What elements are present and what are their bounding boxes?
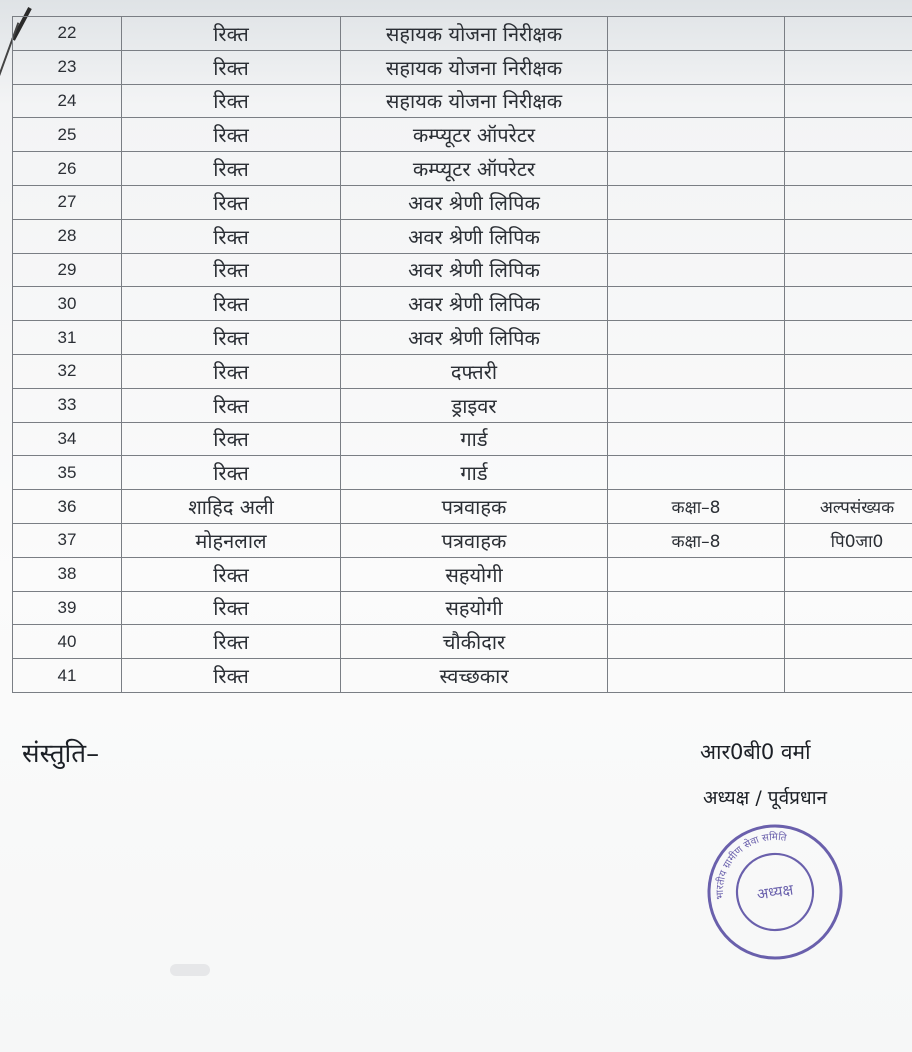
employee-name-cell: रिक्त <box>122 118 341 152</box>
official-seal-stamp <box>700 815 850 970</box>
post-title-cell: दफ्तरी <box>341 354 608 388</box>
serial-number-cell: 38 <box>13 557 122 591</box>
serial-number-cell: 22 <box>13 17 122 51</box>
employee-name-cell: रिक्त <box>122 354 341 388</box>
employee-name-cell: रिक्त <box>122 456 341 490</box>
table-row <box>13 118 912 152</box>
employee-name-cell: रिक्त <box>122 659 341 693</box>
category-cell <box>785 557 912 591</box>
table-row <box>13 388 912 422</box>
serial-number-cell: 25 <box>13 118 122 152</box>
category-cell: अल्पसंख्यक <box>785 490 912 524</box>
serial-number-cell: 29 <box>13 253 122 287</box>
employee-name-cell: मोहनलाल <box>122 523 341 557</box>
post-title-cell: पत्रवाहक <box>341 523 608 557</box>
category-cell <box>785 625 912 659</box>
qualification-cell <box>608 422 785 456</box>
table-row <box>13 321 912 355</box>
employee-name-cell: रिक्त <box>122 287 341 321</box>
category-cell <box>785 152 912 186</box>
post-title-cell: सहायक योजना निरीक्षक <box>341 17 608 51</box>
table-row <box>13 354 912 388</box>
category-cell <box>785 118 912 152</box>
employee-name-cell: रिक्त <box>122 625 341 659</box>
table-row <box>13 456 912 490</box>
category-cell <box>785 659 912 693</box>
qualification-cell <box>608 354 785 388</box>
post-title-cell: गार्ड <box>341 456 608 490</box>
signatory-name: आर0बी0 वर्मा <box>700 740 811 764</box>
table-row <box>13 219 912 253</box>
table-row <box>13 523 912 557</box>
category-cell <box>785 50 912 84</box>
qualification-cell <box>608 219 785 253</box>
recommendation-label: संस्तुति– <box>22 739 100 769</box>
serial-number-cell: 34 <box>13 422 122 456</box>
category-cell <box>785 185 912 219</box>
employee-name-cell: रिक्त <box>122 84 341 118</box>
employee-name-cell: शाहिद अली <box>122 490 341 524</box>
post-title-cell: अवर श्रेणी लिपिक <box>341 219 608 253</box>
category-cell <box>785 84 912 118</box>
serial-number-cell: 33 <box>13 388 122 422</box>
table-row <box>13 625 912 659</box>
qualification-cell <box>608 17 785 51</box>
staff-roster-table <box>12 16 912 693</box>
signatory-title: अध्यक्ष / पूर्वप्रधान <box>703 787 828 809</box>
roster-table-body <box>13 17 912 693</box>
employee-name-cell: रिक्त <box>122 557 341 591</box>
employee-name-cell: रिक्त <box>122 219 341 253</box>
category-cell <box>785 321 912 355</box>
qualification-cell: कक्षा–8 <box>608 490 785 524</box>
employee-name-cell: रिक्त <box>122 50 341 84</box>
post-title-cell: सहायक योजना निरीक्षक <box>341 84 608 118</box>
table-row <box>13 84 912 118</box>
post-title-cell: सहयोगी <box>341 591 608 625</box>
serial-number-cell: 26 <box>13 152 122 186</box>
employee-name-cell: रिक्त <box>122 253 341 287</box>
serial-number-cell: 39 <box>13 591 122 625</box>
employee-name-cell: रिक्त <box>122 422 341 456</box>
serial-number-cell: 37 <box>13 523 122 557</box>
category-cell <box>785 591 912 625</box>
category-cell <box>785 422 912 456</box>
table-row <box>13 287 912 321</box>
post-title-cell: कम्प्यूटर ऑपरेटर <box>341 118 608 152</box>
table-row <box>13 557 912 591</box>
employee-name-cell: रिक्त <box>122 152 341 186</box>
employee-name-cell: रिक्त <box>122 388 341 422</box>
qualification-cell <box>608 152 785 186</box>
qualification-cell <box>608 321 785 355</box>
table-row <box>13 253 912 287</box>
category-cell <box>785 219 912 253</box>
qualification-cell: कक्षा–8 <box>608 523 785 557</box>
serial-number-cell: 30 <box>13 287 122 321</box>
employee-name-cell: रिक्त <box>122 185 341 219</box>
serial-number-cell: 32 <box>13 354 122 388</box>
category-cell <box>785 17 912 51</box>
serial-number-cell: 28 <box>13 219 122 253</box>
post-title-cell: कम्प्यूटर ऑपरेटर <box>341 152 608 186</box>
category-cell <box>785 253 912 287</box>
qualification-cell <box>608 287 785 321</box>
qualification-cell <box>608 50 785 84</box>
qualification-cell <box>608 84 785 118</box>
post-title-cell: स्वच्छकार <box>341 659 608 693</box>
qualification-cell <box>608 185 785 219</box>
post-title-cell: ड्राइवर <box>341 388 608 422</box>
table-row <box>13 422 912 456</box>
post-title-cell: अवर श्रेणी लिपिक <box>341 185 608 219</box>
post-title-cell: सहायक योजना निरीक्षक <box>341 50 608 84</box>
category-cell <box>785 354 912 388</box>
seal-center-text: अध्यक्ष <box>755 880 795 904</box>
qualification-cell <box>608 253 785 287</box>
employee-name-cell: रिक्त <box>122 17 341 51</box>
qualification-cell <box>608 625 785 659</box>
employee-name-cell: रिक्त <box>122 321 341 355</box>
post-title-cell: पत्रवाहक <box>341 490 608 524</box>
serial-number-cell: 35 <box>13 456 122 490</box>
category-cell <box>785 287 912 321</box>
post-title-cell: अवर श्रेणी लिपिक <box>341 287 608 321</box>
table-row <box>13 490 912 524</box>
post-title-cell: चौकीदार <box>341 625 608 659</box>
serial-number-cell: 36 <box>13 490 122 524</box>
serial-number-cell: 27 <box>13 185 122 219</box>
table-row <box>13 591 912 625</box>
qualification-cell <box>608 388 785 422</box>
post-title-cell: सहयोगी <box>341 557 608 591</box>
qualification-cell <box>608 456 785 490</box>
table-row <box>13 50 912 84</box>
ink-smudge <box>170 964 210 976</box>
post-title-cell: अवर श्रेणी लिपिक <box>341 253 608 287</box>
qualification-cell <box>608 659 785 693</box>
qualification-cell <box>608 591 785 625</box>
table-row <box>13 659 912 693</box>
serial-number-cell: 40 <box>13 625 122 659</box>
serial-number-cell: 23 <box>13 50 122 84</box>
post-title-cell: अवर श्रेणी लिपिक <box>341 321 608 355</box>
employee-name-cell: रिक्त <box>122 591 341 625</box>
category-cell <box>785 456 912 490</box>
table-row <box>13 152 912 186</box>
table-row <box>13 185 912 219</box>
serial-number-cell: 31 <box>13 321 122 355</box>
table-row <box>13 17 912 51</box>
serial-number-cell: 41 <box>13 659 122 693</box>
category-cell <box>785 388 912 422</box>
qualification-cell <box>608 118 785 152</box>
category-cell: पि0जा0 <box>785 523 912 557</box>
qualification-cell <box>608 557 785 591</box>
seal-ring-text: भारतीय ग्रामीण सेवा समिति <box>714 831 788 900</box>
serial-number-cell: 24 <box>13 84 122 118</box>
post-title-cell: गार्ड <box>341 422 608 456</box>
